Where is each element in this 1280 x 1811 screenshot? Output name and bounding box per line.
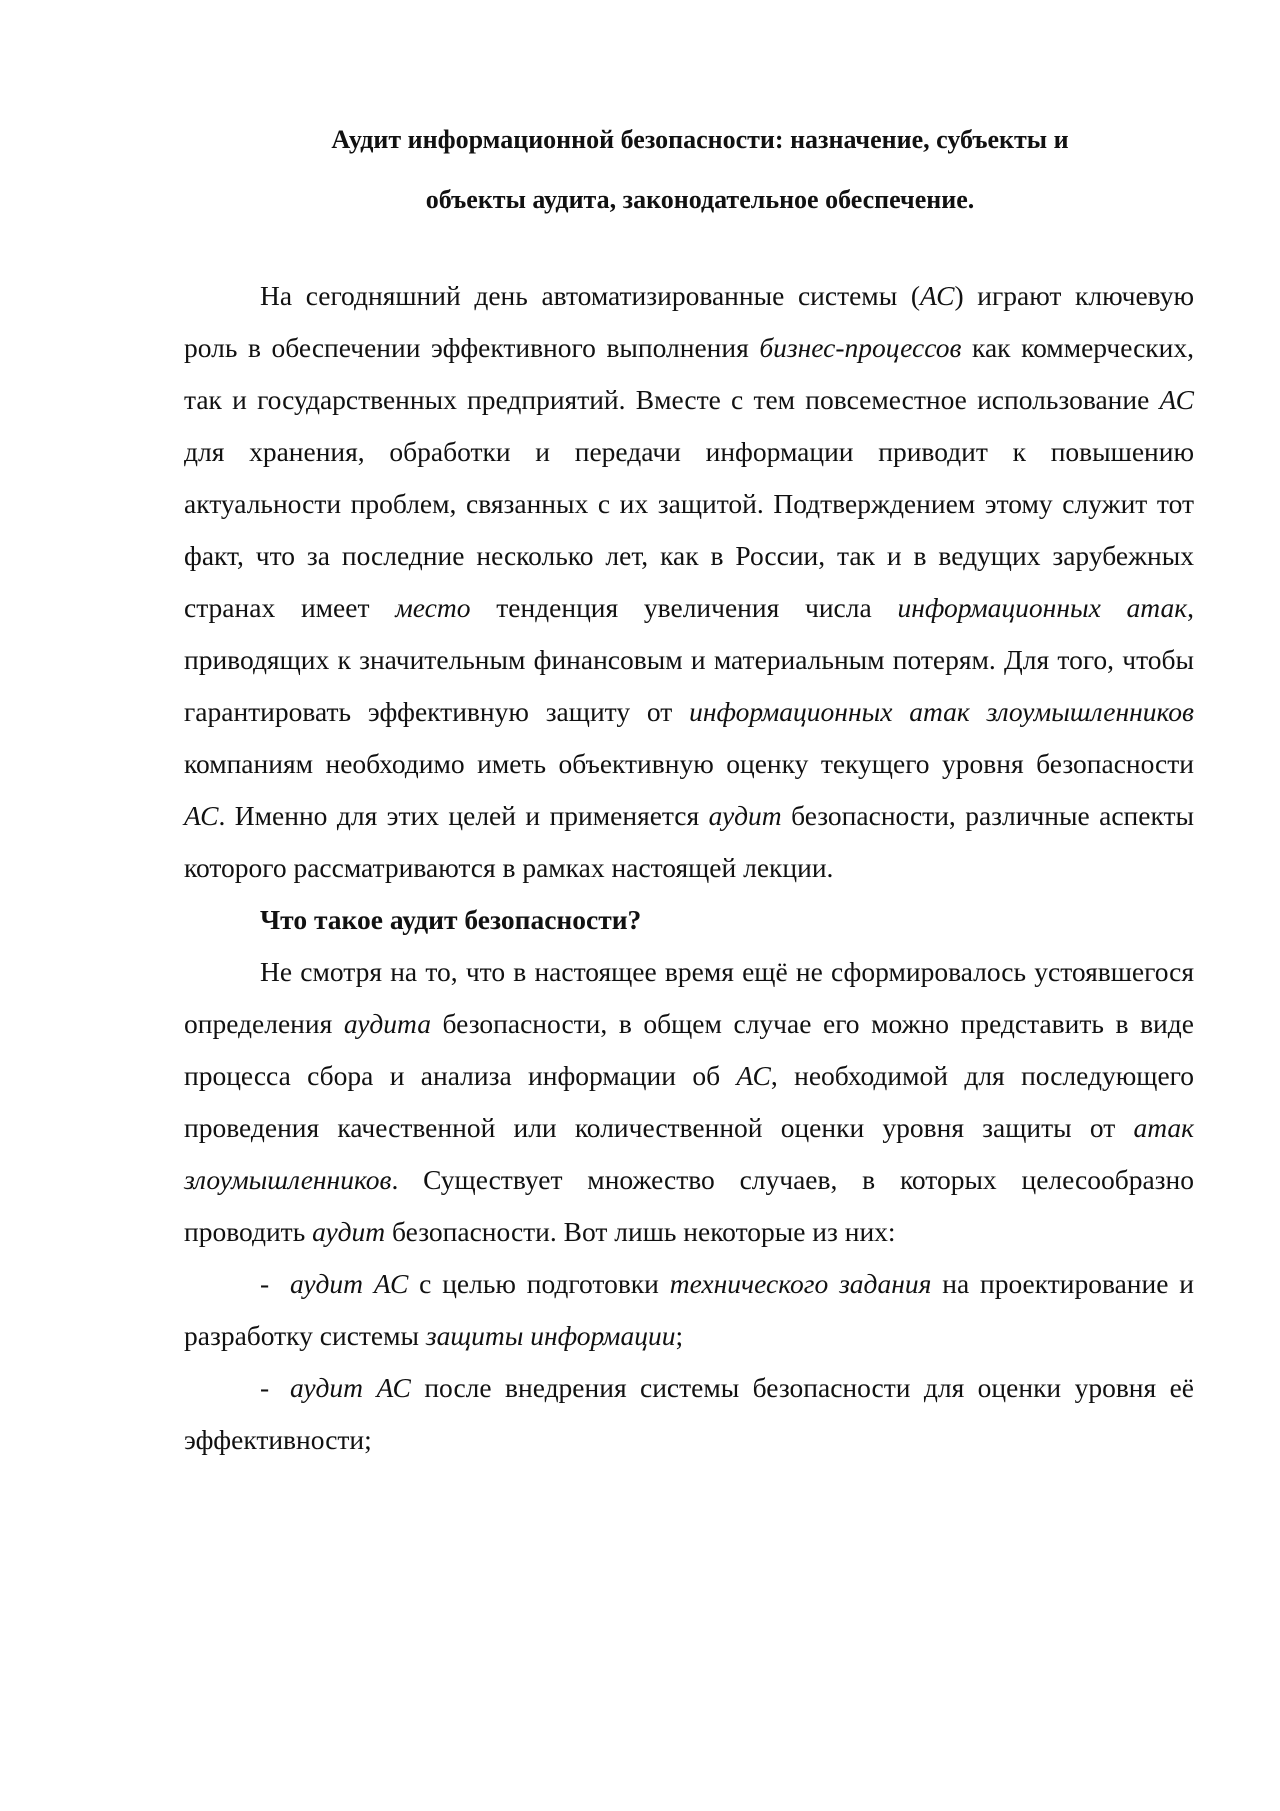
text-run: , необходимой для последующего проведения качественной или количественной оценки уровня защиты от [184,1060,1194,1143]
text-run: на проектирование и разработку системы [184,1268,1194,1351]
text-run: На сегодняшний день автоматизированные системы ( [260,280,920,311]
list-dash: - [260,1372,270,1403]
term-mesto: место [395,592,471,623]
document-title [200,110,1200,230]
text-run: компаниям необходимо иметь объективную оценку текущего уровня безопасности [184,748,1194,779]
title-line-2: объекты аудита, законодательное обеспечение. [425,185,975,214]
definition-paragraph [184,946,1194,1258]
text-run: ; [675,1320,684,1351]
document-body [184,270,1194,1466]
list-item [184,1258,1194,1362]
text-run: для хранения, обработки и передачи информации приводит к повышению актуальности проблем, связанных с их защитой. Подтверждением этому служит тот факт, что за последние несколько лет, как в России, так и в ведущих зарубежных странах имеет [184,436,1194,623]
text-run: ) играют ключевую роль в обеспечении эффективного выполнения [184,280,1195,363]
text-run: , приводящих к значительным финансовым и материальным потерям. Для того, чтобы гарантировать эффективную защиту от [184,592,1194,727]
term-as: АС [919,280,955,311]
term-as: АС [736,1060,771,1091]
text-run: после внедрения системы безопасности для оценки уровня её эффективности; [184,1372,1194,1455]
term-as: АС [1159,384,1194,415]
section-heading: Что такое аудит безопасности? [260,904,642,935]
text-run: безопасности, в общем случае его можно представить в виде процесса сбора и анализа информации об [184,1008,1194,1091]
term-information-attacks: информационных атак [897,592,1188,623]
text-run: . Существует множество случаев, в которых целесообразно проводить [184,1164,1194,1247]
term-audit: аудит [708,800,782,831]
term-business-processes: бизнес-процессов [759,332,962,363]
text-run: . Именно для этих целей и применяется [218,800,709,831]
term-audit-as: аудит АС [290,1372,411,1403]
list-item [184,1362,1194,1466]
intro-paragraph [184,270,1194,894]
term-technical-task: технического задания [669,1268,932,1299]
term-audit-as: аудит АС [290,1268,409,1299]
text-run: безопасности. Вот лишь некоторые из них: [385,1216,896,1247]
title-line-1: Аудит информационной безопасности: назначение, субъекты и [331,125,1069,154]
text-run: с целью подготовки [408,1268,670,1299]
text-run: как коммерческих, так и государственных предприятий. Вместе с тем повсеместное использование [184,332,1194,415]
text-run: безопасности, различные аспекты которого рассматриваются в рамках настоящей лекции. [184,800,1194,883]
text-run: тенденция увеличения числа [470,592,898,623]
term-audit: аудита [343,1008,431,1039]
text-run: Не смотря на то, что в настоящее время ещё не сформировалось устоявшегося определения [184,956,1194,1039]
term-information-protection: защиты информации [425,1320,676,1351]
list-dash: - [260,1268,270,1299]
term-information-attacks-intruders: информационных атак злоумышленников [689,696,1194,727]
term-audit: аудит [312,1216,386,1247]
term-as: АС [184,800,219,831]
term-intruder-attacks: атак злоумышленников [184,1112,1194,1195]
